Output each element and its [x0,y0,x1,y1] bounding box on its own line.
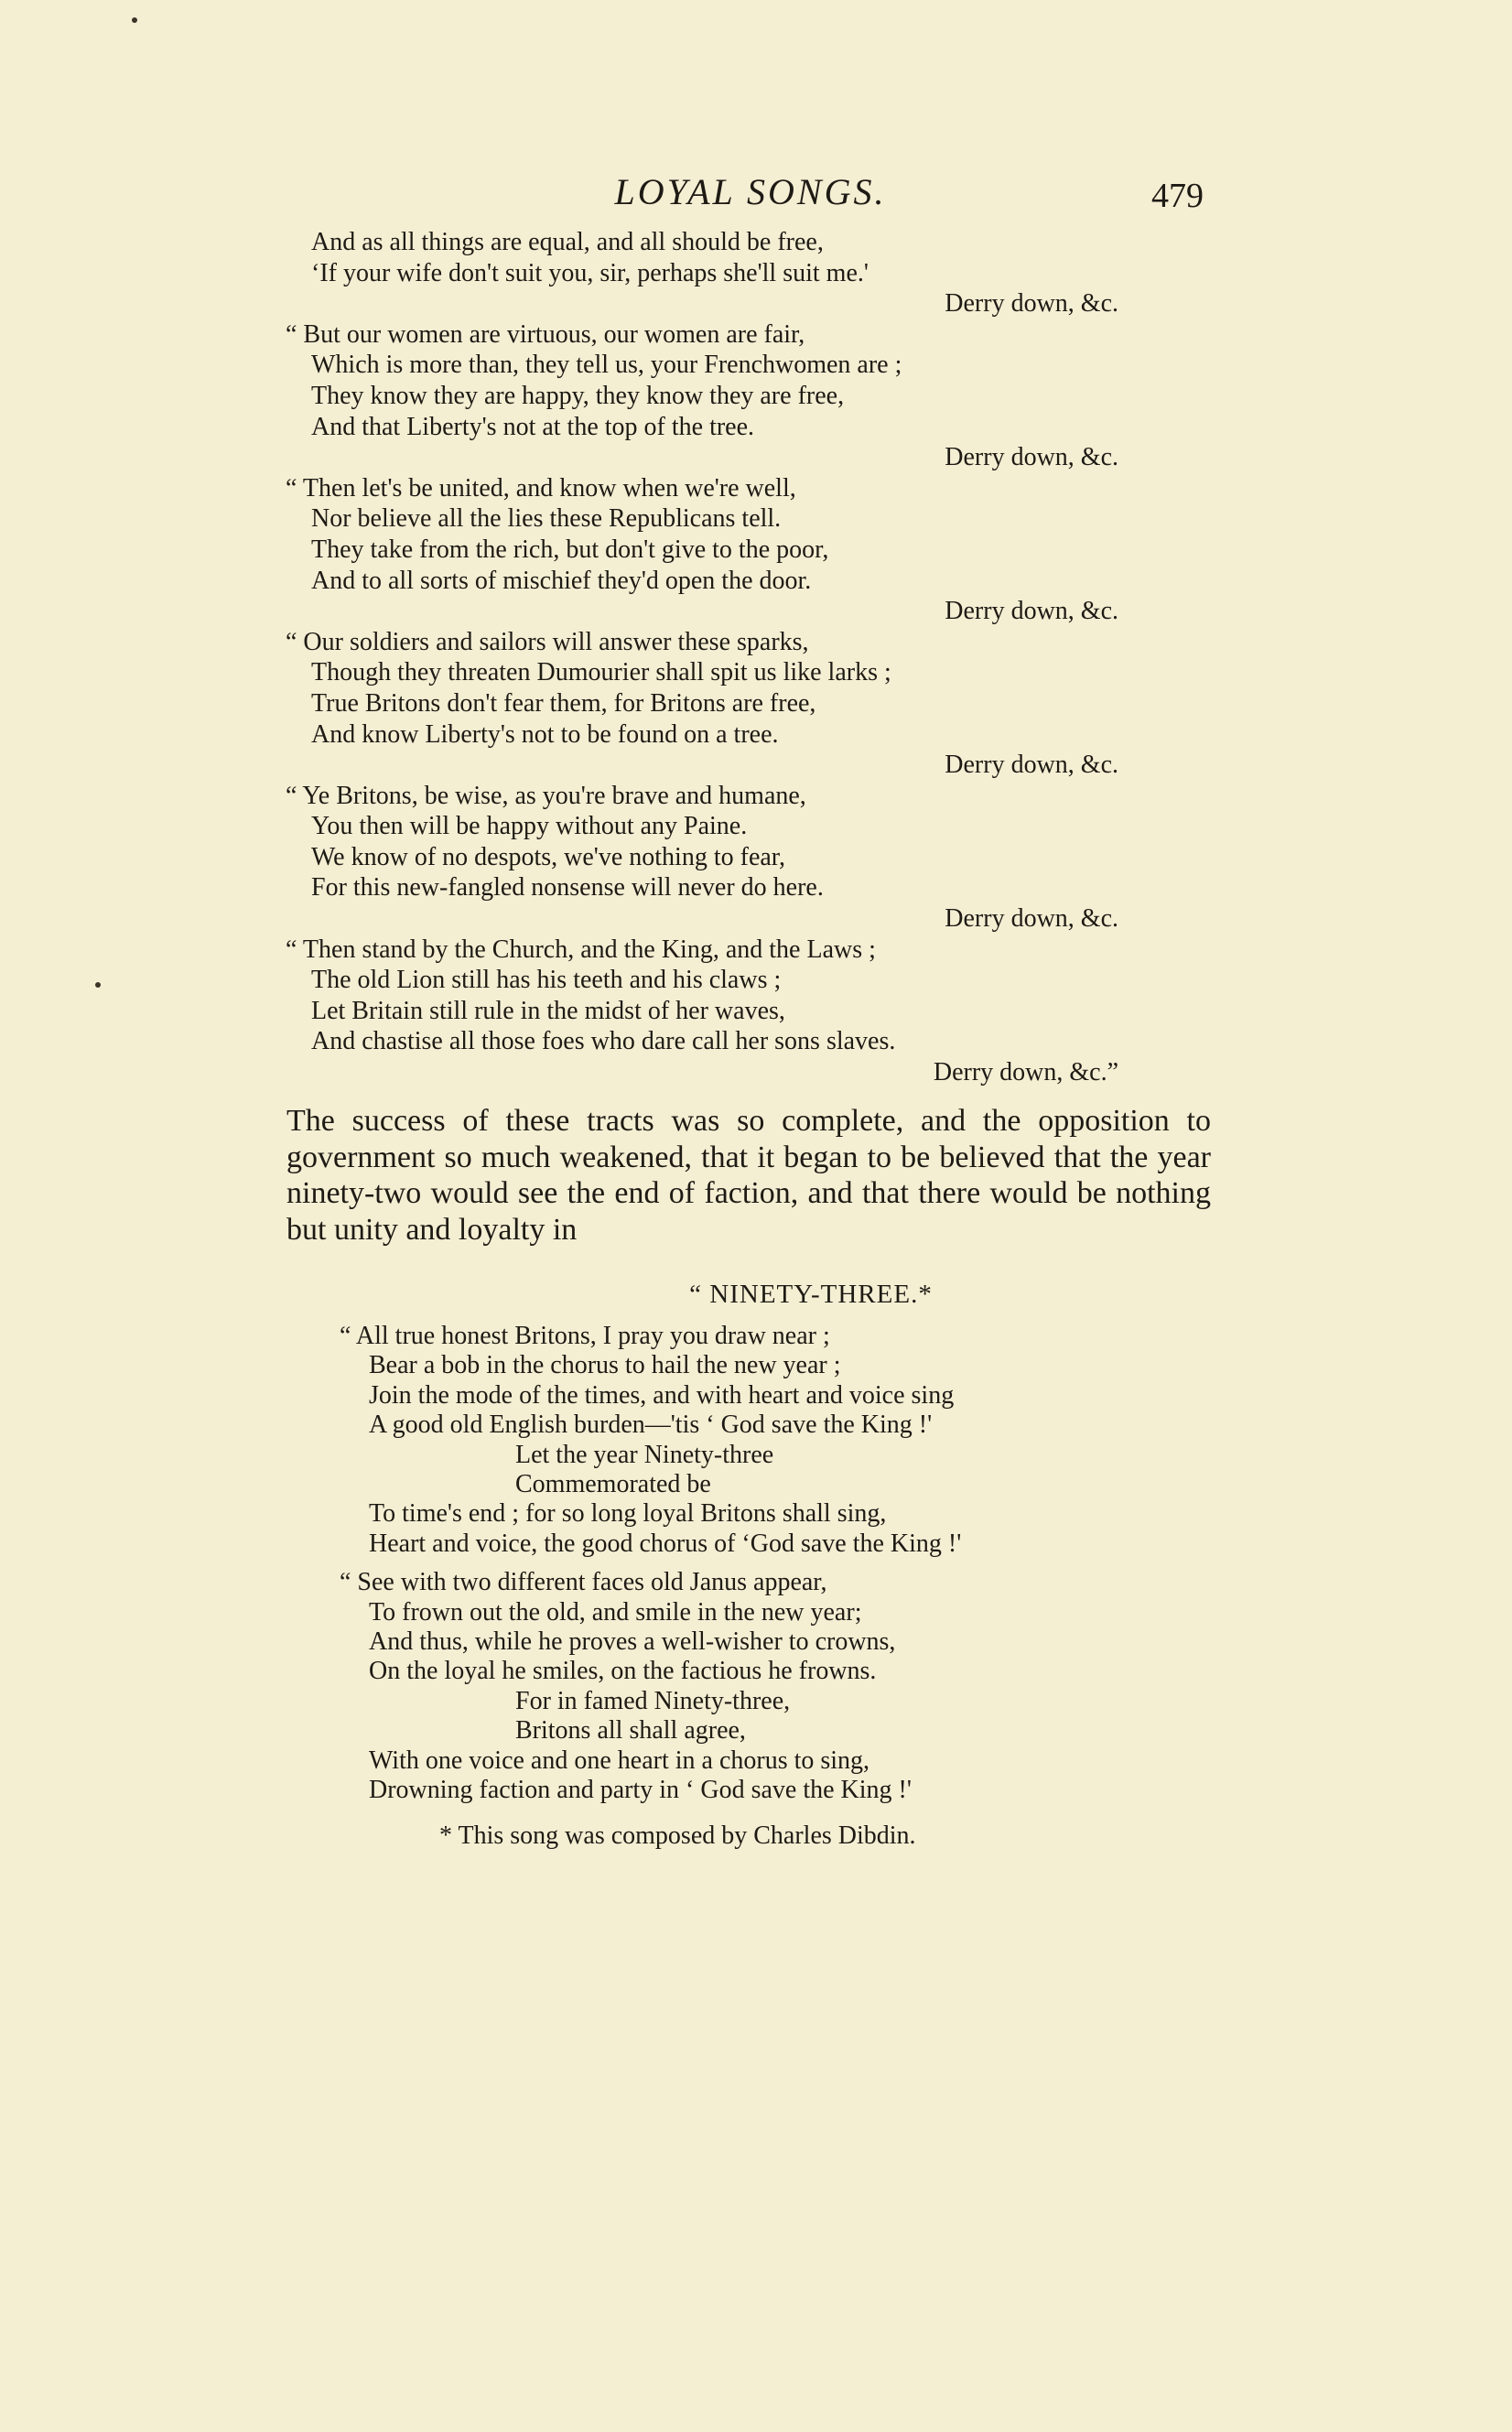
verse-line: They know they are happy, they know they are free, [311,381,845,410]
verse-line: “ See with two different faces old Janus appear, [340,1568,827,1597]
verse-line: Though they threaten Dumourier shall spit us like larks ; [311,658,891,687]
verse-line: And as all things are equal, and all should be free, [311,228,824,256]
verse-line: You then will be happy without any Paine. [311,812,748,841]
verse-line: And that Liberty's not at the top of the tree. [311,412,755,441]
verse-line: Nor believe all the lies these Republicans tell. [311,504,782,534]
verse-line: They take from the rich, but don't give to the poor, [311,535,829,564]
refrain-line: Derry down, &c. [945,443,1118,472]
verse-line: And know Liberty's not to be found on a tree. [311,719,779,749]
verse-line: Britons all shall agree, [515,1716,746,1746]
verse-line: “ Then let's be united, and know when we're well, [286,473,796,503]
verse-line: For in famed Ninety-three, [515,1686,791,1715]
page-number: 479 [1151,177,1204,215]
verse-line: Join the mode of the times, and with heart and voice sing [369,1380,955,1410]
verse-line: ‘If your wife don't suit you, sir, perhaps she'll suit me.' [311,258,869,287]
verse-line: “ But our women are virtuous, our women are fair, [286,319,805,349]
verse-block-ninety-three [340,1322,1193,1806]
ink-speck [95,982,101,988]
verse-line: Drowning faction and party in ‘ God save the King !' [369,1776,912,1805]
verse-line: Commemorated be [515,1470,711,1499]
refrain-line: Derry down, &c. [945,751,1118,780]
verse-line: Bear a bob in the chorus to hail the new year ; [369,1351,841,1380]
refrain-line: Derry down, &c. [945,597,1118,626]
verse-line: To time's end ; for so long loyal Britons shall sing, [369,1499,887,1529]
verse-block-derry-down [286,227,1172,1088]
verse-line: Heart and voice, the good chorus of ‘God save the King !' [369,1529,962,1558]
verse-line: “ Our soldiers and sailors will answer these sparks, [286,627,809,656]
verse-line: To frown out the old, and smile in the new year; [369,1597,862,1627]
verse-line: And thus, while he proves a well-wisher to crowns, [369,1627,896,1657]
song-title: “ NINETY-THREE.* [689,1280,933,1309]
refrain-line: Derry down, &c. [945,289,1118,319]
verse-line: A good old English burden—'tis ‘ God save the King !' [369,1411,933,1440]
refrain-line: Derry down, &c.” [933,1058,1118,1087]
verse-line: Let Britain still rule in the midst of her waves, [311,996,785,1025]
verse-line: For this new-fangled nonsense will never do here. [311,873,824,903]
verse-line: We know of no despots, we've nothing to fear, [311,842,785,871]
stanza-gap [369,1559,1193,1568]
verse-line: On the loyal he smiles, on the factious he frowns. [369,1657,877,1686]
verse-line: “ Then stand by the Church, and the King, and the Laws ; [286,935,876,964]
verse-line: The old Lion still has his teeth and his claws ; [311,966,782,995]
verse-line: True Britons don't fear them, for Britons are free, [311,688,816,718]
ink-speck [132,17,137,23]
verse-line: And to all sorts of mischief they'd open the door. [311,566,812,595]
footnote: * This song was composed by Charles Dibdin. [439,1821,916,1850]
verse-line: “ All true honest Britons, I pray you draw near ; [340,1322,830,1350]
running-header: LOYAL SONGS. [614,171,887,212]
verse-line: With one voice and one heart in a chorus to sing, [369,1746,870,1775]
verse-line: Which is more than, they tell us, your Frenchwomen are ; [311,351,902,380]
refrain-line: Derry down, &c. [945,904,1118,934]
verse-line: And chastise all those foes who dare call her sons slaves. [311,1027,896,1056]
prose-paragraph: The success of these tracts was so complete, and the opposition to government so much weakened, that it began to be believed that the year ninety-two would see the end of faction, and that there would be nothing but unity and loyalty in [286,1104,1211,1247]
verse-line: Let the year Ninety-three [515,1440,774,1469]
verse-line: “ Ye Britons, be wise, as you're brave and humane, [286,781,806,810]
